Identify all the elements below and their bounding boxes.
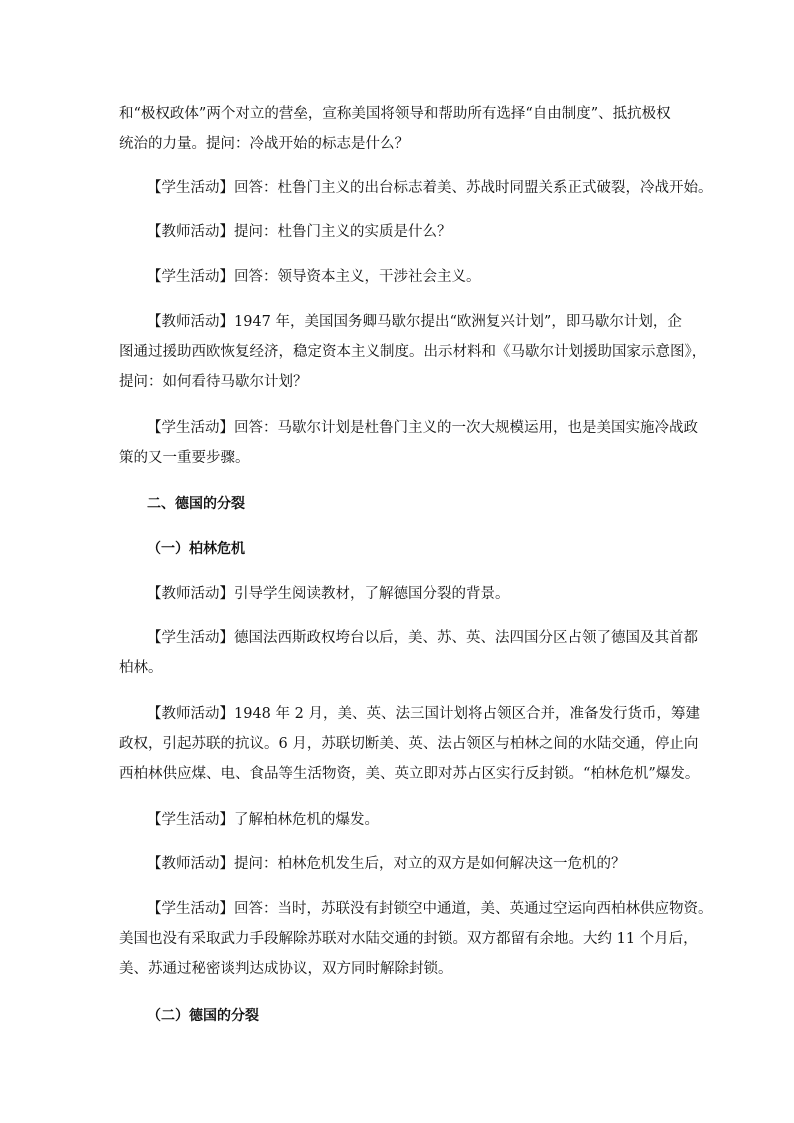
- text-line: 西柏林供应煤、电、食品等生活物资，美、英立即对苏占区实行反封锁。“柏林危机”爆发。: [119, 766, 700, 782]
- text-line: 和“极权政体”两个对立的营垒，宣称美国将领导和帮助所有选择“自由制度”、抵抗极权: [119, 106, 671, 122]
- text-line: 【教师活动】1947 年，美国国务卿马歇尔提出“欧洲复兴计划”，即马歇尔计划，企: [147, 314, 682, 330]
- text-line: 美国也没有采取武力手段解除苏联对水陆交通的封锁。双方都留有余地。大约 11 个月后，: [119, 931, 698, 947]
- text-line: 【学生活动】德国法西斯政权垮台以后，美、苏、英、法四国分区占领了德国及其首都: [147, 630, 698, 646]
- subsection-heading: [119, 534, 684, 564]
- text-line: 【教师活动】1948 年 2 月，美、英、法三国计划将占领区合并，准备发行货币，筹建: [147, 706, 700, 722]
- text-line: 政权，引起苏联的抗议。6 月，苏联切断美、英、法占领区与柏林之间的水陆交通，停止向: [119, 736, 699, 752]
- text-line: 【教师活动】提问：杜鲁门主义的实质是什么？: [147, 224, 452, 240]
- text-line: 【学生活动】回答：杜鲁门主义的出台标志着美、苏战时同盟关系正式破裂，冷战开始。: [147, 180, 713, 196]
- text-line: 【学生活动】回答：领导资本主义，干涉社会主义。: [147, 269, 481, 285]
- text-line: 【学生活动】了解柏林危机的爆发。: [147, 812, 379, 828]
- paragraph-student-activity: [119, 173, 713, 203]
- paragraph-student-activity: [119, 623, 698, 683]
- paragraph-student-activity: [119, 894, 713, 984]
- paragraph-teacher-activity: [119, 579, 684, 609]
- text-line: 【学生活动】回答：马歇尔计划是杜鲁门主义的一次大规模运用，也是美国实施冷战政: [147, 420, 698, 436]
- paragraph-student-activity: [119, 413, 698, 473]
- paragraph-student-activity: [119, 805, 684, 835]
- heading-text: （二）德国的分裂: [147, 1008, 259, 1024]
- paragraph-teacher-activity: [119, 849, 684, 879]
- paragraph-teacher-activity: [119, 699, 700, 789]
- heading-text: （一）柏林危机: [147, 541, 245, 557]
- text-line: 提问：如何看待马歇尔计划？: [119, 374, 308, 390]
- text-line: 美、苏通过秘密谈判达成协议，双方同时解除封锁。: [119, 961, 453, 977]
- text-line: 统治的力量。提问：冷战开始的标志是什么？: [119, 136, 409, 152]
- text-line: 【教师活动】提问：柏林危机发生后，对立的双方是如何解决这一危机的？: [147, 856, 626, 872]
- paragraph-teacher-activity: [119, 217, 684, 247]
- paragraph-student-activity: [119, 262, 684, 292]
- text-line: 图通过援助西欧恢复经济，稳定资本主义制度。出示材料和《马歇尔计划援助国家示意图》，: [119, 344, 707, 360]
- paragraph-teacher-activity: [119, 307, 707, 397]
- text-line: 柏林。: [119, 660, 163, 676]
- text-line: 【教师活动】引导学生阅读教材，了解德国分裂的背景。: [147, 586, 510, 602]
- section-heading: [119, 489, 684, 519]
- subsection-heading: [119, 1001, 684, 1031]
- paragraph-continuation: [119, 99, 684, 159]
- heading-text: 二、德国的分裂: [147, 496, 245, 512]
- text-line: 【学生活动】回答：当时，苏联没有封锁空中通道，美、英通过空运向西柏林供应物资。: [147, 901, 713, 917]
- text-line: 策的又一重要步骤。: [119, 450, 250, 466]
